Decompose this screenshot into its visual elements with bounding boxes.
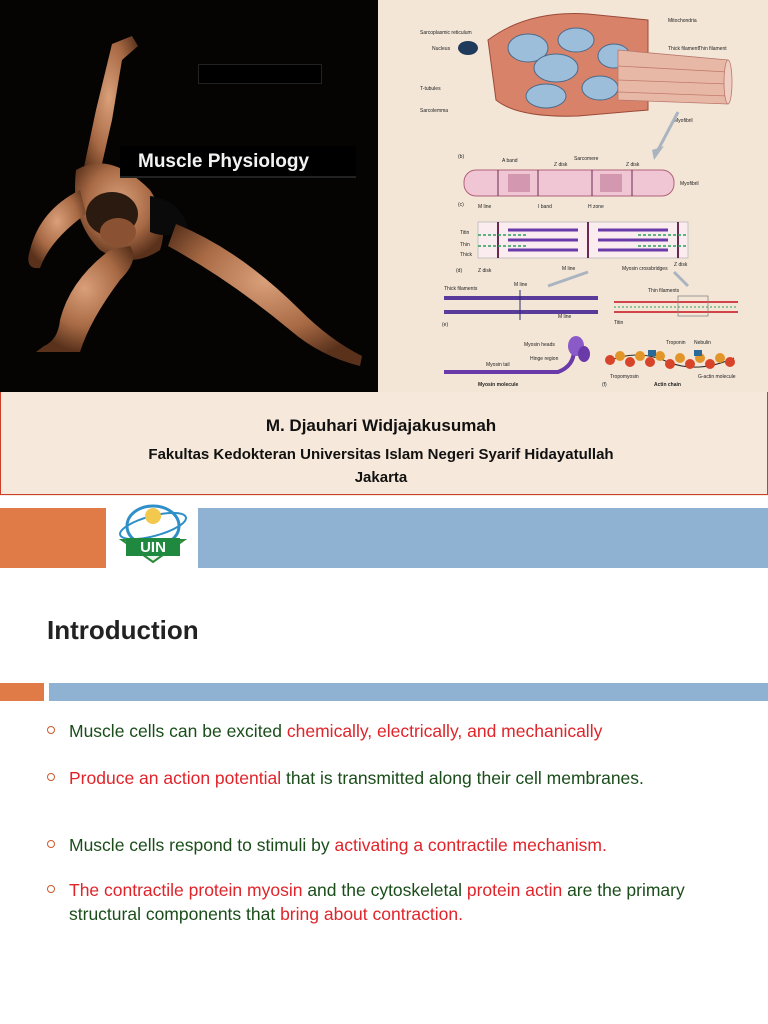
label-m-line: M line (478, 204, 492, 210)
label-thick-filament: Thick filament (668, 46, 699, 52)
bullet-segment: Produce an action potential (69, 768, 282, 788)
header-orange-bar (0, 508, 106, 568)
sarcomere-detail-illustration (478, 222, 688, 258)
label-myosin-crossbridges: Myosin crossbridges (622, 266, 668, 272)
logo-text: UIN (140, 539, 166, 556)
label-g-actin: G-actin molecule (698, 374, 736, 380)
bullet-circle-icon (47, 840, 55, 848)
label-thin-filament: Thin filament (698, 46, 727, 52)
uin-logo (108, 498, 198, 570)
label-i-band: I band (538, 204, 552, 210)
label-myosin-molecule: Myosin molecule (478, 382, 519, 388)
label-troponin: Troponin (666, 340, 686, 346)
myofibril-band-illustration (464, 170, 674, 196)
bullet-segment: bring about contraction. (280, 904, 463, 924)
label-myofibril: Myofibril (674, 118, 693, 124)
label-thin: Thin (460, 242, 470, 248)
label-z-disk-4: Z disk (674, 262, 688, 268)
bullet-segment: protein actin (466, 880, 563, 900)
bullet-segment: Muscle cells respond to stimuli by (69, 835, 335, 855)
bullet-segment: are the primary structural components that (69, 880, 685, 924)
bullet-text (69, 878, 759, 926)
bullet-segment: that is transmitted along their cell membranes. (281, 768, 644, 788)
thick-filaments-illustration (444, 290, 598, 320)
athlete-figure-illustration (0, 0, 378, 392)
label-sarcolemma: Sarcolemma (420, 108, 449, 114)
thin-filaments-illustration (614, 296, 738, 316)
label-t-tubules: T-tubules (420, 86, 441, 92)
athlete-photo (0, 0, 378, 392)
label-nucleus: Nucleus (432, 46, 451, 52)
label-m-line-2: M line (562, 266, 576, 272)
bullet-text (69, 766, 759, 790)
label-titin: Titin (460, 230, 470, 236)
header-blue-bar (198, 508, 768, 568)
label-thick-filaments: Thick filaments (444, 286, 478, 292)
bullet-text (69, 719, 759, 743)
bullet-segment: Muscle cells can be excited (69, 721, 287, 741)
bullet-circle-icon (47, 773, 55, 781)
label-thick: Thick (460, 252, 472, 258)
label-myofibril-2: Myofibril (680, 181, 699, 187)
blank-title-placeholder (198, 64, 322, 84)
muscle-structure-diagram (378, 0, 768, 392)
label-h-zone: H zone (588, 204, 604, 210)
page-title: Introduction (47, 615, 199, 645)
label-mitochondria: Mitochondria (668, 18, 697, 24)
label-hinge-region: Hinge region (530, 356, 559, 362)
bullet-segment: chemically, electrically, and mechanically (286, 721, 603, 741)
bullet-circle-icon (47, 885, 55, 893)
bullet-segment: The contractile protein myosin (69, 880, 303, 900)
label-m-line-3: M line (514, 282, 528, 288)
affiliation-line-1: Fakultas Kedokteran Universitas Islam Negeri Syarif Hidayatullah (148, 446, 614, 463)
label-thin-filaments: Thin filaments (648, 288, 680, 294)
affiliation-line-2: Jakarta (354, 469, 408, 486)
label-a-band: A band (502, 158, 518, 164)
divider-orange (0, 683, 44, 701)
label-panel-d: (d) (456, 268, 463, 274)
label-m-line-4: M line (558, 314, 572, 320)
bullet-circle-icon (47, 726, 55, 734)
bullet-segment: activating a contractile mechanism. (334, 835, 607, 855)
bullet-text (69, 833, 759, 857)
label-actin-chain: Actin chain (654, 382, 681, 388)
introduction-slide (0, 496, 768, 1024)
label-z-disk-2: Z disk (626, 162, 640, 168)
actin-chain-illustration (605, 350, 735, 369)
label-z-disk: Z disk (554, 162, 568, 168)
label-sarcomere: Sarcomere (574, 156, 599, 162)
myosin-molecule-illustration (444, 336, 590, 372)
label-myosin-heads: Myosin heads (524, 342, 555, 348)
muscle-fiber-illustration (458, 14, 732, 117)
bullet-segment: and the cytoskeletal (302, 880, 467, 900)
label-nebulin: Nebulin (694, 340, 711, 346)
label-panel-b: (b) (458, 154, 465, 160)
label-panel-e: (e) (442, 322, 449, 328)
label-myosin-tail: Myosin tail (486, 362, 510, 368)
label-panel-f: (f) (602, 382, 607, 388)
label-tropomyosin: Tropomyosin (610, 374, 639, 380)
label-titin-2: Titin (614, 320, 624, 326)
author-name: M. Djauhari Widjajakusumah (265, 416, 497, 435)
divider-blue (49, 683, 768, 701)
label-z-disk-3: Z disk (478, 268, 492, 274)
label-panel-c: (c) (458, 202, 464, 208)
label-sarcoplasmic-reticulum: Sarcoplasmic reticulum (420, 30, 472, 36)
slide-title: Muscle Physiology (120, 146, 356, 178)
